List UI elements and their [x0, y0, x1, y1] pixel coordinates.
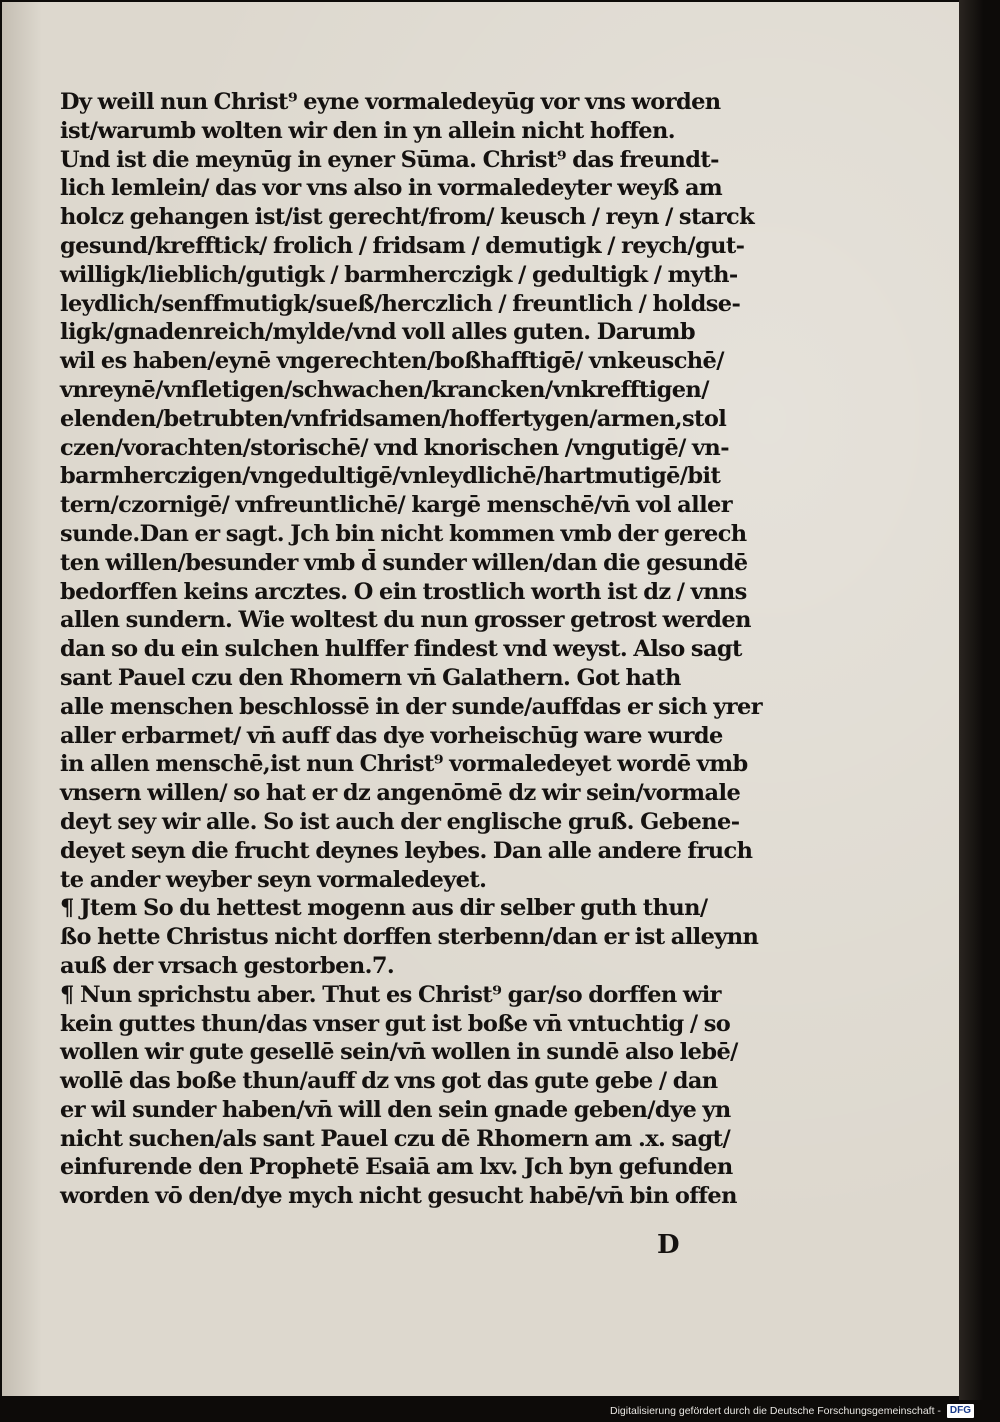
text-line: Und ist die meynūg in eyner Sūma. Christ⁹ das freundt- [60, 146, 719, 173]
text-line: in allen menschē,ist nun Christ⁹ vormaledeyet wordē vmb [60, 751, 748, 778]
text-line: Dy weill nun Christ⁹ eyne vormaledeyūg vor vns worden [60, 89, 721, 115]
text-line: allen sundern. Wie woltest du nun grosser getrost werden [60, 607, 751, 634]
text-line: auß der vrsach gestorben.7. [60, 952, 395, 979]
dfg-logo: DFG [947, 1404, 974, 1418]
text-line: bedorffen keins arcztes. O ein trostlich worth ist dz / vnns [60, 578, 747, 605]
text-line: wil es haben/eynē vngerechten/boßhafftigē/ vnkeuschē/ [60, 348, 724, 375]
text-line: barmherczigen/vngedultigē/vnleydlichē/hartmutigē/bit [60, 463, 721, 490]
text-line: ten willen/besunder vmb d̄ sunder willen/dan die gesundē [60, 549, 748, 576]
text-line: deyet seyn die frucht deynes leybes. Dan alle andere fruch [60, 837, 753, 864]
text-line: ¶ Nun sprichstu aber. Thut es Christ⁹ gar/so dorffen wir [60, 981, 721, 1008]
text-line: czen/vorachten/storischē/ vnd knorischen /vngutigē/ vn- [60, 434, 729, 461]
text-line: er wil sunder haben/vn̄ will den sein gnade geben/dye yn [60, 1096, 731, 1123]
text-line: alle menschen beschlossē in der sunde/auffdas er sich yrer [60, 693, 762, 720]
text-line: deyt sey wir alle. So ist auch der englische gruß. Gebene- [60, 808, 740, 835]
text-line: wollen wir gute gesellē sein/vn̄ wollen in sundē also lebē/ [60, 1039, 738, 1066]
text-line: vnsern willen/ so hat er dz angenōmē dz wir sein/vormale [60, 780, 741, 807]
text-line: willigk/lieblich/gutigk / barmherczigk / gedultigk / myth- [60, 261, 738, 288]
text-line: aller erbarmet/ vn̄ auff das dye vorheischūg ware wurde [60, 722, 723, 749]
text-line: lich lemlein/ das vor vns also in vormaledeyter weyß am [60, 175, 723, 202]
text-line: einfurende den Prophetē Esaiā am lxv. Jch byn gefunden [60, 1154, 733, 1181]
text-line: ßo hette Christus nicht dorffen sterbenn/dan er ist alleynn [60, 924, 759, 951]
text-line: ligk/gnadenreich/mylde/vnd voll alles guten. Darumb [60, 319, 695, 346]
text-line: sant Pauel czu den Rhomern vn̄ Galathern. Got hath [60, 664, 681, 691]
text-line: elenden/betrubten/vnfridsamen/hoffertygen/armen,stol [60, 405, 727, 432]
funding-footer [610, 1402, 974, 1420]
text-line: leydlich/senffmutigk/sueß/herczlich / freuntlich / holdse- [60, 290, 741, 317]
text-line: tern/czornigē/ vnfreuntlichē/ kargē menschē/vn̄ vol aller [60, 492, 733, 519]
text-line: gesund/krefftick/ frolich / fridsam / demutigk / reych/gut- [60, 232, 745, 259]
text-line: kein guttes thun/das vnser gut ist boße vn̄ vntuchtig / so [60, 1010, 731, 1037]
text-line: vnreynē/vnfletigen/schwachen/krancken/vnkrefftigen/ [60, 376, 709, 403]
scanned-page [2, 2, 959, 1396]
text-line: wollē das boße thun/auff dz vns got das gute gebe / dan [60, 1068, 718, 1095]
text-line: holcz gehangen ist/ist gerecht/from/ keusch / reyn / starck [60, 204, 755, 231]
text-line: dan so du ein sulchen hulffer findest vnd weyst. Also sagt [60, 636, 742, 663]
text-line: te ander weyber seyn vormaledeyet. [60, 866, 487, 893]
text-line: ist/warumb wolten wir den in yn allein nicht hoffen. [60, 117, 675, 144]
text-line: nicht suchen/als sant Pauel czu dē Rhomern am .x. sagt/ [60, 1125, 731, 1152]
text-line: sunde.Dan er sagt. Jch bin nicht kommen vmb der gerech [60, 520, 747, 547]
text-line: ¶ Jtem So du hettest mogenn aus dir selber guth thun/ [60, 895, 708, 922]
text-line: worden vō den/dye mych nicht gesucht habē/vn̄ bin offen [60, 1183, 737, 1210]
signature-mark: D [657, 1230, 680, 1260]
page-edge-shadow [959, 0, 1000, 1400]
funding-text: Digitalisierung gefördert durch die Deutsche Forschungsgemeinschaft - [610, 1405, 941, 1417]
page-text [60, 88, 780, 1211]
